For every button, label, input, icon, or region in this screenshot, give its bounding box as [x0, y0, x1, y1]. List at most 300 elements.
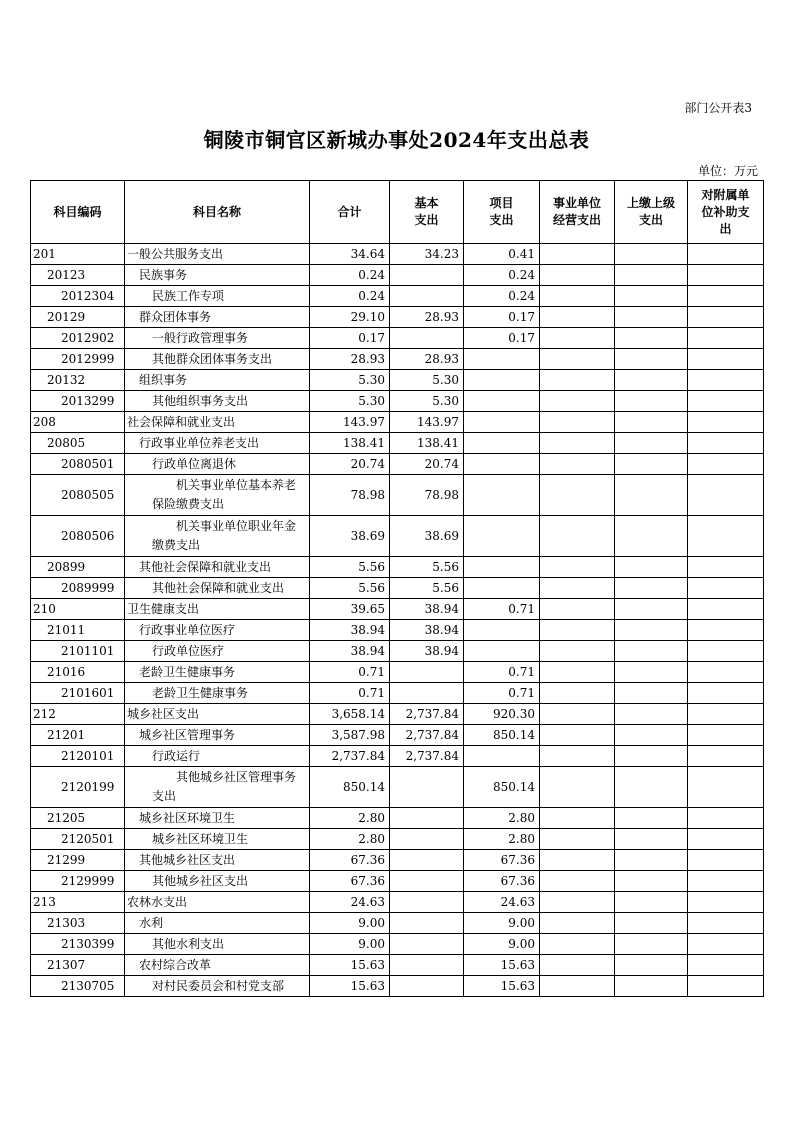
- total-cell: 138.41: [310, 433, 390, 454]
- project-cell: 920.30: [464, 704, 540, 725]
- project-cell: [464, 578, 540, 599]
- subsidy-cell: [688, 454, 764, 475]
- total-cell: 5.56: [310, 557, 390, 578]
- upper-cell: [615, 767, 688, 808]
- total-cell: 9.00: [310, 934, 390, 955]
- table-body: [31, 244, 764, 997]
- business-cell: [540, 433, 615, 454]
- business-cell: [540, 599, 615, 620]
- table-row: [31, 454, 764, 475]
- upper-cell: [615, 578, 688, 599]
- project-cell: 0.17: [464, 307, 540, 328]
- total-cell: 2,737.84: [310, 746, 390, 767]
- code-cell: 20132: [31, 370, 125, 391]
- project-cell: 0.17: [464, 328, 540, 349]
- project-cell: 67.36: [464, 871, 540, 892]
- business-cell: [540, 892, 615, 913]
- business-cell: [540, 913, 615, 934]
- code-cell: 2101101: [31, 641, 125, 662]
- upper-cell: [615, 725, 688, 746]
- upper-cell: [615, 516, 688, 557]
- subsidy-cell: [688, 286, 764, 307]
- upper-cell: [615, 307, 688, 328]
- upper-cell: [615, 808, 688, 829]
- total-cell: 850.14: [310, 767, 390, 808]
- table-row: [31, 976, 764, 997]
- business-cell: [540, 412, 615, 433]
- code-cell: 20123: [31, 265, 125, 286]
- business-cell: [540, 683, 615, 704]
- business-cell: [540, 265, 615, 286]
- code-cell: 212: [31, 704, 125, 725]
- upper-cell: [615, 433, 688, 454]
- basic-cell: 138.41: [390, 433, 464, 454]
- project-cell: 24.63: [464, 892, 540, 913]
- upper-cell: [615, 412, 688, 433]
- total-cell: 9.00: [310, 913, 390, 934]
- table-row: [31, 286, 764, 307]
- upper-cell: [615, 599, 688, 620]
- project-cell: 0.24: [464, 265, 540, 286]
- basic-cell: 38.69: [390, 516, 464, 557]
- project-cell: 2.80: [464, 808, 540, 829]
- name-cell: 水利: [125, 913, 310, 934]
- name-text: 机关事业单位职业年金缴费支出: [152, 519, 297, 552]
- basic-cell: 2,737.84: [390, 746, 464, 767]
- name-cell: 老龄卫生健康事务: [125, 683, 310, 704]
- code-cell: 2012304: [31, 286, 125, 307]
- code-cell: 2080501: [31, 454, 125, 475]
- table-row: [31, 746, 764, 767]
- upper-cell: [615, 475, 688, 516]
- name-cell: 行政事业单位医疗: [125, 620, 310, 641]
- basic-cell: 2,737.84: [390, 704, 464, 725]
- basic-cell: 5.56: [390, 557, 464, 578]
- table-row: [31, 662, 764, 683]
- table-row: [31, 412, 764, 433]
- table-row: [31, 683, 764, 704]
- code-cell: 2101601: [31, 683, 125, 704]
- table-row: [31, 871, 764, 892]
- upper-cell: [615, 955, 688, 976]
- code-cell: 21016: [31, 662, 125, 683]
- project-cell: 2.80: [464, 829, 540, 850]
- total-cell: 67.36: [310, 850, 390, 871]
- upper-cell: [615, 328, 688, 349]
- business-cell: [540, 662, 615, 683]
- upper-cell: [615, 683, 688, 704]
- basic-cell: [390, 871, 464, 892]
- basic-cell: 5.30: [390, 391, 464, 412]
- table-row: [31, 328, 764, 349]
- name-text: 机关事业单位基本养老保险缴费支出: [152, 478, 297, 511]
- name-cell: 社会保障和就业支出: [125, 412, 310, 433]
- project-cell: 0.71: [464, 662, 540, 683]
- column-header: 科目名称: [125, 181, 310, 244]
- table-row: [31, 349, 764, 370]
- name-cell: 一般行政管理事务: [125, 328, 310, 349]
- basic-cell: 34.23: [390, 244, 464, 265]
- table-row: [31, 850, 764, 871]
- subsidy-cell: [688, 934, 764, 955]
- business-cell: [540, 746, 615, 767]
- code-cell: 2080505: [31, 475, 125, 516]
- upper-cell: [615, 620, 688, 641]
- subsidy-cell: [688, 746, 764, 767]
- project-cell: [464, 620, 540, 641]
- subsidy-cell: [688, 976, 764, 997]
- code-cell: 201: [31, 244, 125, 265]
- basic-cell: [390, 808, 464, 829]
- basic-cell: [390, 850, 464, 871]
- table-row: [31, 641, 764, 662]
- code-cell: 21307: [31, 955, 125, 976]
- upper-cell: [615, 662, 688, 683]
- code-cell: 213: [31, 892, 125, 913]
- subsidy-cell: [688, 829, 764, 850]
- subsidy-cell: [688, 850, 764, 871]
- table-row: [31, 725, 764, 746]
- basic-cell: 28.93: [390, 349, 464, 370]
- total-cell: 2.80: [310, 829, 390, 850]
- basic-cell: [390, 683, 464, 704]
- code-cell: 21011: [31, 620, 125, 641]
- table-row: [31, 433, 764, 454]
- name-cell: 城乡社区管理事务: [125, 725, 310, 746]
- project-cell: [464, 433, 540, 454]
- business-cell: [540, 391, 615, 412]
- total-cell: 0.17: [310, 328, 390, 349]
- total-cell: 29.10: [310, 307, 390, 328]
- total-cell: 67.36: [310, 871, 390, 892]
- basic-cell: [390, 955, 464, 976]
- upper-cell: [615, 913, 688, 934]
- name-cell: 行政运行: [125, 746, 310, 767]
- total-cell: 0.24: [310, 286, 390, 307]
- business-cell: [540, 286, 615, 307]
- upper-cell: [615, 871, 688, 892]
- project-cell: [464, 475, 540, 516]
- project-cell: 15.63: [464, 955, 540, 976]
- name-cell: [125, 475, 310, 516]
- upper-cell: [615, 286, 688, 307]
- business-cell: [540, 850, 615, 871]
- basic-cell: [390, 328, 464, 349]
- code-cell: 2130705: [31, 976, 125, 997]
- total-cell: 5.56: [310, 578, 390, 599]
- upper-cell: [615, 370, 688, 391]
- project-cell: [464, 454, 540, 475]
- total-cell: 38.94: [310, 641, 390, 662]
- business-cell: [540, 307, 615, 328]
- upper-cell: [615, 829, 688, 850]
- subsidy-cell: [688, 557, 764, 578]
- code-cell: 2089999: [31, 578, 125, 599]
- table-row: [31, 307, 764, 328]
- column-header: 合计: [310, 181, 390, 244]
- basic-cell: [390, 265, 464, 286]
- table-row: [31, 704, 764, 725]
- basic-cell: 20.74: [390, 454, 464, 475]
- name-cell: 群众团体事务: [125, 307, 310, 328]
- name-cell: 组织事务: [125, 370, 310, 391]
- name-cell: 其他社会保障和就业支出: [125, 578, 310, 599]
- project-cell: 67.36: [464, 850, 540, 871]
- name-cell: 老龄卫生健康事务: [125, 662, 310, 683]
- total-cell: 28.93: [310, 349, 390, 370]
- code-cell: 20899: [31, 557, 125, 578]
- subsidy-cell: [688, 662, 764, 683]
- total-cell: 0.71: [310, 662, 390, 683]
- code-cell: 2120501: [31, 829, 125, 850]
- business-cell: [540, 641, 615, 662]
- total-cell: 20.74: [310, 454, 390, 475]
- basic-cell: 28.93: [390, 307, 464, 328]
- table-row: [31, 370, 764, 391]
- subsidy-cell: [688, 578, 764, 599]
- code-cell: 2130399: [31, 934, 125, 955]
- name-cell: 其他社会保障和就业支出: [125, 557, 310, 578]
- name-cell: 其他水利支出: [125, 934, 310, 955]
- basic-cell: 2,737.84: [390, 725, 464, 746]
- code-cell: 210: [31, 599, 125, 620]
- name-cell: 城乡社区支出: [125, 704, 310, 725]
- total-cell: 0.71: [310, 683, 390, 704]
- code-cell: 20129: [31, 307, 125, 328]
- business-cell: [540, 620, 615, 641]
- total-cell: 24.63: [310, 892, 390, 913]
- name-cell: 行政事业单位养老支出: [125, 433, 310, 454]
- basic-cell: [390, 767, 464, 808]
- total-cell: 3,658.14: [310, 704, 390, 725]
- project-cell: [464, 391, 540, 412]
- subsidy-cell: [688, 391, 764, 412]
- name-cell: 行政单位医疗: [125, 641, 310, 662]
- business-cell: [540, 578, 615, 599]
- table-row: [31, 265, 764, 286]
- total-cell: 78.98: [310, 475, 390, 516]
- name-cell: 城乡社区环境卫生: [125, 829, 310, 850]
- name-cell: 一般公共服务支出: [125, 244, 310, 265]
- upper-cell: [615, 265, 688, 286]
- upper-cell: [615, 746, 688, 767]
- business-cell: [540, 934, 615, 955]
- name-cell: 其他群众团体事务支出: [125, 349, 310, 370]
- table-row: [31, 913, 764, 934]
- table-row: [31, 892, 764, 913]
- business-cell: [540, 725, 615, 746]
- table-row: [31, 955, 764, 976]
- project-cell: [464, 370, 540, 391]
- subsidy-cell: [688, 871, 764, 892]
- project-cell: 0.24: [464, 286, 540, 307]
- upper-cell: [615, 454, 688, 475]
- code-cell: 2012999: [31, 349, 125, 370]
- name-cell: 农村综合改革: [125, 955, 310, 976]
- subsidy-cell: [688, 265, 764, 286]
- total-cell: 5.30: [310, 370, 390, 391]
- basic-cell: [390, 934, 464, 955]
- table-row: [31, 767, 764, 808]
- business-cell: [540, 328, 615, 349]
- subsidy-cell: [688, 370, 764, 391]
- project-cell: [464, 746, 540, 767]
- code-cell: 2129999: [31, 871, 125, 892]
- code-cell: 208: [31, 412, 125, 433]
- total-cell: 5.30: [310, 391, 390, 412]
- project-cell: [464, 516, 540, 557]
- total-cell: 38.69: [310, 516, 390, 557]
- table-row: [31, 934, 764, 955]
- name-cell: 其他组织事务支出: [125, 391, 310, 412]
- subsidy-cell: [688, 599, 764, 620]
- subsidy-cell: [688, 620, 764, 641]
- code-cell: 2013299: [31, 391, 125, 412]
- upper-cell: [615, 391, 688, 412]
- basic-cell: 143.97: [390, 412, 464, 433]
- name-cell: [125, 767, 310, 808]
- subsidy-cell: [688, 683, 764, 704]
- code-cell: 20805: [31, 433, 125, 454]
- upper-cell: [615, 850, 688, 871]
- table-row: [31, 808, 764, 829]
- upper-cell: [615, 641, 688, 662]
- total-cell: 38.94: [310, 620, 390, 641]
- basic-cell: 5.30: [390, 370, 464, 391]
- basic-cell: [390, 662, 464, 683]
- subsidy-cell: [688, 767, 764, 808]
- code-cell: 2120101: [31, 746, 125, 767]
- business-cell: [540, 871, 615, 892]
- basic-cell: [390, 913, 464, 934]
- project-cell: 850.14: [464, 767, 540, 808]
- subsidy-cell: [688, 955, 764, 976]
- total-cell: 0.24: [310, 265, 390, 286]
- table-header-row: [31, 181, 764, 244]
- subsidy-cell: [688, 808, 764, 829]
- basic-cell: [390, 829, 464, 850]
- name-cell: 农林水支出: [125, 892, 310, 913]
- project-cell: 9.00: [464, 934, 540, 955]
- column-header: 基本 支出: [390, 181, 464, 244]
- project-cell: 0.71: [464, 599, 540, 620]
- column-header: 项目 支出: [464, 181, 540, 244]
- table-row: [31, 578, 764, 599]
- total-cell: 39.65: [310, 599, 390, 620]
- table-row: [31, 557, 764, 578]
- name-cell: 民族工作专项: [125, 286, 310, 307]
- upper-cell: [615, 934, 688, 955]
- column-header: 科目编码: [31, 181, 125, 244]
- project-cell: [464, 412, 540, 433]
- name-cell: 其他城乡社区支出: [125, 871, 310, 892]
- subsidy-cell: [688, 641, 764, 662]
- business-cell: [540, 516, 615, 557]
- code-cell: 2080506: [31, 516, 125, 557]
- business-cell: [540, 704, 615, 725]
- basic-cell: 78.98: [390, 475, 464, 516]
- basic-cell: 38.94: [390, 620, 464, 641]
- business-cell: [540, 808, 615, 829]
- project-cell: [464, 349, 540, 370]
- project-cell: [464, 641, 540, 662]
- total-cell: 3,587.98: [310, 725, 390, 746]
- upper-cell: [615, 349, 688, 370]
- table-row: [31, 829, 764, 850]
- project-cell: [464, 557, 540, 578]
- table-row: [31, 475, 764, 516]
- business-cell: [540, 767, 615, 808]
- page-title: 铜陵市铜官区新城办事处2024年支出总表: [203, 128, 590, 152]
- code-cell: 2120199: [31, 767, 125, 808]
- name-text: 其他城乡社区管理事务支出: [152, 770, 297, 803]
- expenditure-table: [30, 180, 764, 997]
- code-cell: 2012902: [31, 328, 125, 349]
- table-row: [31, 516, 764, 557]
- project-cell: 850.14: [464, 725, 540, 746]
- project-cell: 0.71: [464, 683, 540, 704]
- code-cell: 21205: [31, 808, 125, 829]
- name-cell: 城乡社区环境卫生: [125, 808, 310, 829]
- name-cell: 对村民委员会和村党支部: [125, 976, 310, 997]
- subsidy-cell: [688, 892, 764, 913]
- column-header: 对附属单 位补助支 出: [688, 181, 764, 244]
- subsidy-cell: [688, 307, 764, 328]
- subsidy-cell: [688, 412, 764, 433]
- basic-cell: [390, 892, 464, 913]
- upper-cell: [615, 704, 688, 725]
- business-cell: [540, 475, 615, 516]
- subsidy-cell: [688, 475, 764, 516]
- subsidy-cell: [688, 704, 764, 725]
- unit-label: 单位：万元: [697, 164, 758, 178]
- business-cell: [540, 370, 615, 391]
- business-cell: [540, 349, 615, 370]
- code-cell: 21303: [31, 913, 125, 934]
- table-row: [31, 244, 764, 265]
- business-cell: [540, 976, 615, 997]
- subsidy-cell: [688, 349, 764, 370]
- basic-cell: [390, 976, 464, 997]
- project-cell: 9.00: [464, 913, 540, 934]
- code-cell: 21201: [31, 725, 125, 746]
- subsidy-cell: [688, 913, 764, 934]
- upper-cell: [615, 976, 688, 997]
- subsidy-cell: [688, 328, 764, 349]
- business-cell: [540, 557, 615, 578]
- subsidy-cell: [688, 244, 764, 265]
- column-header: 事业单位 经营支出: [540, 181, 615, 244]
- subsidy-cell: [688, 725, 764, 746]
- basic-cell: 38.94: [390, 599, 464, 620]
- name-cell: 行政单位离退休: [125, 454, 310, 475]
- project-cell: 15.63: [464, 976, 540, 997]
- basic-cell: [390, 286, 464, 307]
- business-cell: [540, 244, 615, 265]
- business-cell: [540, 829, 615, 850]
- table-row: [31, 391, 764, 412]
- subsidy-cell: [688, 516, 764, 557]
- business-cell: [540, 454, 615, 475]
- total-cell: 143.97: [310, 412, 390, 433]
- document-label: 部门公开表3: [684, 101, 752, 115]
- name-cell: [125, 516, 310, 557]
- code-cell: 21299: [31, 850, 125, 871]
- basic-cell: 38.94: [390, 641, 464, 662]
- upper-cell: [615, 557, 688, 578]
- total-cell: 15.63: [310, 976, 390, 997]
- total-cell: 2.80: [310, 808, 390, 829]
